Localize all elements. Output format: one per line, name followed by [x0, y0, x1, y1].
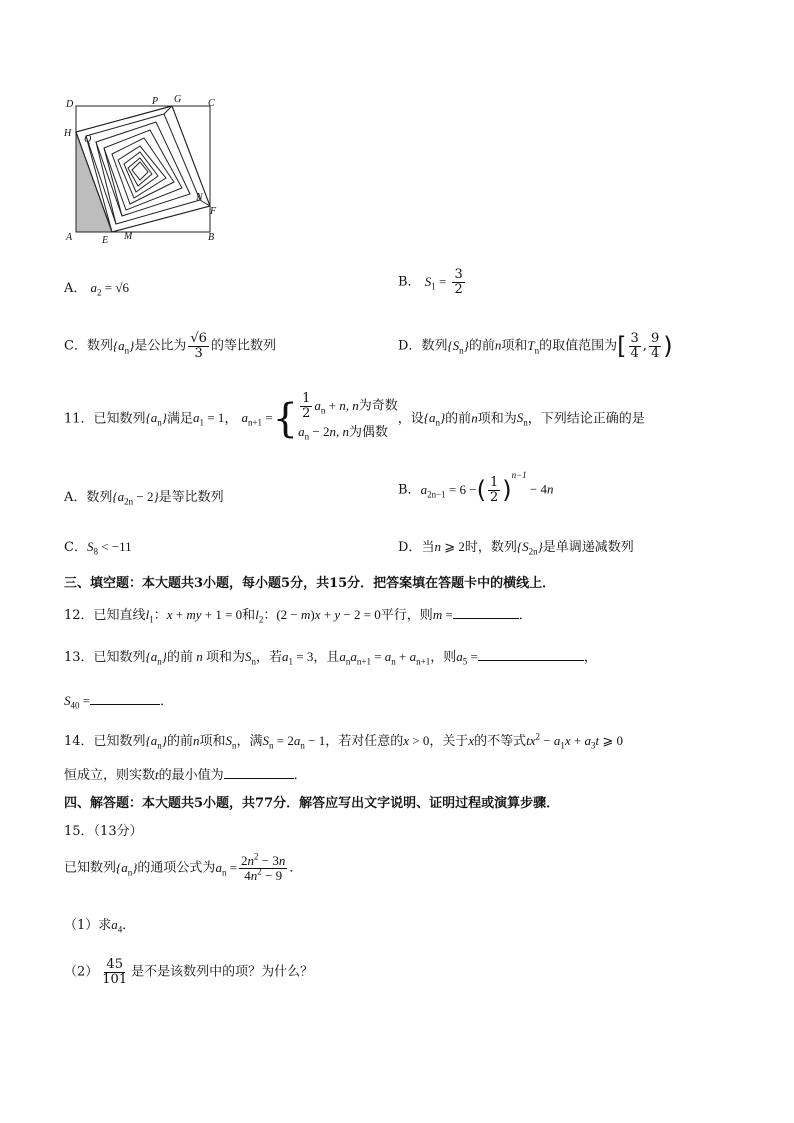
question-14-line2: 恒成立，则实数t的最小值为 ．: [64, 767, 307, 783]
q11-option-c: C．$S_8 < -11$: [64, 539, 132, 557]
question-11-stem: 11．已知数列$\{a_n\}$满足$a_1 = 1$， $a_{n+1}$ ={ $\frac{1}{2}$ $a_n + n$, n为奇数 $a_n - 2n$, n为偶数 ，设$\{a_n\}$的前n项和为$S_n$，下列结论正确的是: [64, 391, 645, 442]
label-C: C: [208, 98, 215, 109]
question-13-line2: $S_{40}$ = ．: [64, 693, 174, 711]
q14-answer-blank[interactable]: [224, 766, 294, 779]
q10-option-b-formula: $S_1$ =: [424, 273, 447, 292]
label-P: P: [152, 96, 159, 107]
q10-option-a: A． $a_2 = √6$: [64, 280, 130, 298]
q12-answer-blank[interactable]: [453, 606, 519, 619]
label-A: A: [66, 232, 73, 243]
q10-option-c: C．数列$\{a_n\}$是公比为 $\frac{√6}{3}$ 的等比数列: [64, 331, 276, 361]
q10-option-a-formula: $a_2 = √6$: [90, 280, 130, 298]
geometry-figure: [60, 92, 230, 252]
label-E: E: [102, 235, 109, 246]
q13-s40-answer-blank[interactable]: [90, 692, 160, 705]
label-M: M: [124, 231, 133, 242]
label-F: F: [210, 206, 217, 217]
question-15-part-1: （1）求$a_4$．: [64, 917, 136, 935]
q10-option-b: B． $S_1$ = $\frac{3}{2}$: [398, 267, 463, 297]
spiral-square-drawing: [76, 106, 210, 232]
question-15-header: 15．（13分）: [64, 824, 143, 839]
q11-option-a: A．数列$\{a_{2n} - 2\}$是等比数列: [64, 489, 224, 507]
section-3-heading: 三、填空题：本大题共3小题，每小题5分，共15分．把答案填在答题卡中的横线上．: [64, 576, 556, 591]
label-D: D: [66, 99, 74, 110]
q13-a5-answer-blank[interactable]: [478, 648, 584, 661]
label-B: B: [208, 232, 215, 243]
q10-option-d: D．数列$\{S_n\}$的前n项和$T_n$的取值范围为[ $\frac{3}{4}$ , $\frac{9}{4}$ ): [398, 331, 673, 361]
label-H: H: [64, 128, 72, 139]
label-N: N: [196, 192, 203, 203]
question-12: 12．已知直线$l_1$：x + my + 1 = 0和$l_2$：(2 − m)x + y − 2 = 0平行，则m = ．: [64, 607, 532, 625]
q11-option-b: B．$a_{2n-1} = 6$ −( $\frac{1}{2}$ )$^{n-1}$ − 4n: [398, 470, 554, 505]
question-15-stem: 已知数列$\{a_n\}$的通项公式为$a_n$ = $\frac{2n^2 - 3n}{4n^2 - 9}$ ．: [64, 851, 303, 883]
section-4-heading: 四、解答题：本大题共5小题，共77分．解答应写出文字说明、证明过程或演算步骤．: [64, 796, 560, 811]
label-Q: Q: [84, 134, 92, 145]
q11-option-d: D．当n ⩾ 2时，数列$\{S_{2n}\}$是单调递减数列: [398, 539, 634, 557]
label-G: G: [174, 94, 182, 105]
question-15-part-2: （2） $\frac{45}{101}$ 是不是该数列中的项？为什么？: [64, 957, 314, 987]
question-14: 14．已知数列$\{a_n\}$的前n项和$S_n$，满$S_n = 2a_n - 1$，若对任意的x > 0，关于x的不等式$tx^2 - a_1x + a_3t$ ⩾ 0: [64, 731, 624, 751]
question-13: 13．已知数列$\{a_n\}$的前 n 项和为$S_n$，若$a_1 = 3$，且$a_na_{n+1} = a_n + a_{n+1}$，则$a_5$ = ，: [64, 649, 597, 667]
